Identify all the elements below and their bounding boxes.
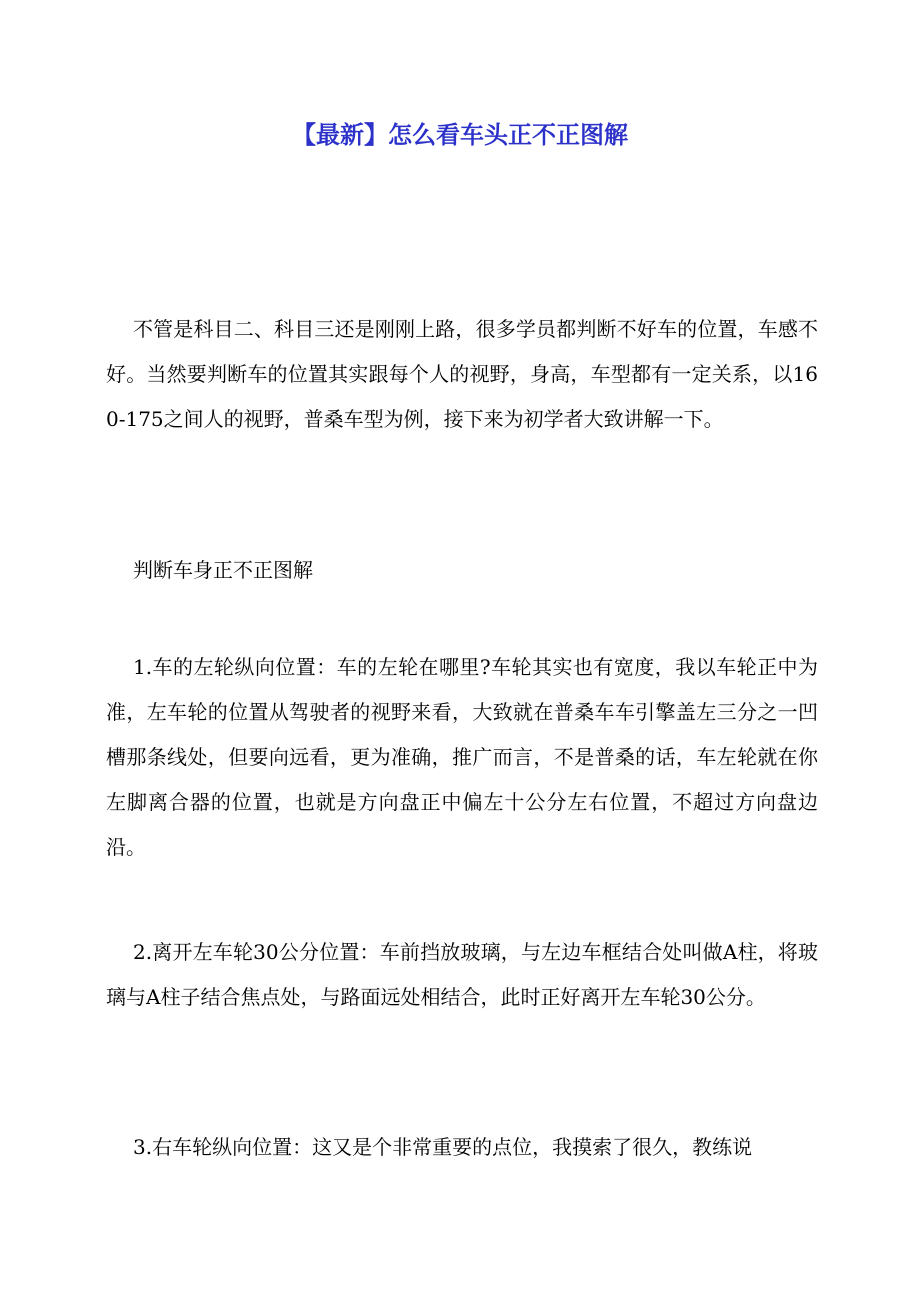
section-heading: 判断车身正不正图解	[133, 558, 313, 582]
paragraph-30cm-position: 2.离开左车轮30公分位置：车前挡放玻璃，与左边车框结合处叫做A柱，将玻璃与A柱子结合焦点处，与路面远处相结合，此时正好离开左车轮30公分。	[106, 940, 818, 1009]
paragraph-intro: 不管是科目二、科目三还是刚刚上路，很多学员都判断不好车的位置，车感不好。当然要判断车的位置其实跟每个人的视野，身高，车型都有一定关系，以160-175之间人的视野，普桑车型为例，接下来为初学者大致讲解一下。	[106, 317, 818, 431]
paragraph-left-wheel: 1.车的左轮纵向位置：车的左轮在哪里?车轮其实也有宽度，我以车轮正中为准，左车轮的位置从驾驶者的视野来看，大致就在普桑车车引擎盖左三分之一凹槽那条线处，但要向远看，更为准确，推广而言，不是普桑的话，车左轮就在你左脚离合器的位置，也就是方向盘正中偏左十公分左右位置，不超过方向盘边沿。	[106, 655, 818, 859]
paragraph-right-wheel: 3.右车轮纵向位置：这又是个非常重要的点位，我摸索了很久，教练说	[133, 1135, 753, 1159]
document-title: 【最新】怎么看车头正不正图解	[292, 120, 628, 149]
